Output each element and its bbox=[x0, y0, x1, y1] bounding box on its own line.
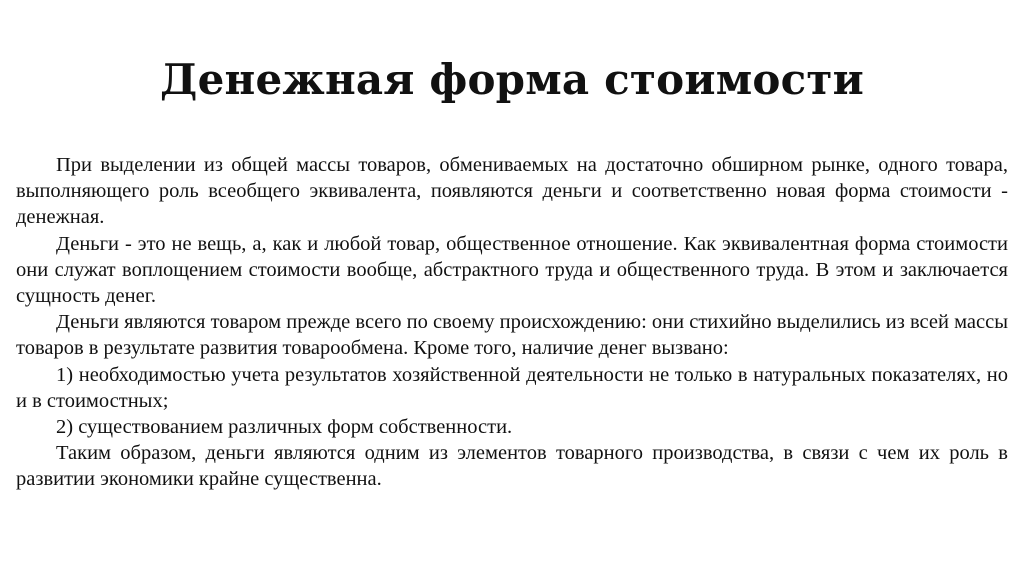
paragraph-conclusion: Таким образом, деньги являются одним из элементов товарного производства, в связи с чем их роль в развитии экономики крайне существенна. bbox=[16, 442, 1008, 491]
paragraph-money-emergence: При выделении из общей массы товаров, обмениваемых на достаточно обширном рынке, одного товара, выполняющего роль всеобщего эквивалента, появляются деньги и соответственно новая форма стоимости - денежная. bbox=[16, 154, 1008, 229]
paragraph-money-essence: Деньги - это не вещь, а, как и любой товар, общественное отношение. Как эквивалентная форма стоимости они служат воплощением стоимости вообще, абстрактного труда и общественного труда. В этом и заключается сущность денег. bbox=[16, 232, 1008, 308]
paragraph-reason-1: 1) необходимостью учета результатов хозяйственной деятельности не только в натуральных показателях, но и в стоимостных; bbox=[16, 363, 1008, 412]
paragraph-reason-2: 2) существованием различных форм собственности. bbox=[56, 416, 513, 439]
slide-body bbox=[16, 152, 1008, 493]
slide-title: Денежная форма стоимости bbox=[160, 55, 864, 104]
paragraph-money-origin: Деньги являются товаром прежде всего по своему происхождению: они стихийно выделились из всей массы товаров в результате развития товарообмена. Кроме того, наличие денег вызвано: bbox=[16, 311, 1008, 360]
